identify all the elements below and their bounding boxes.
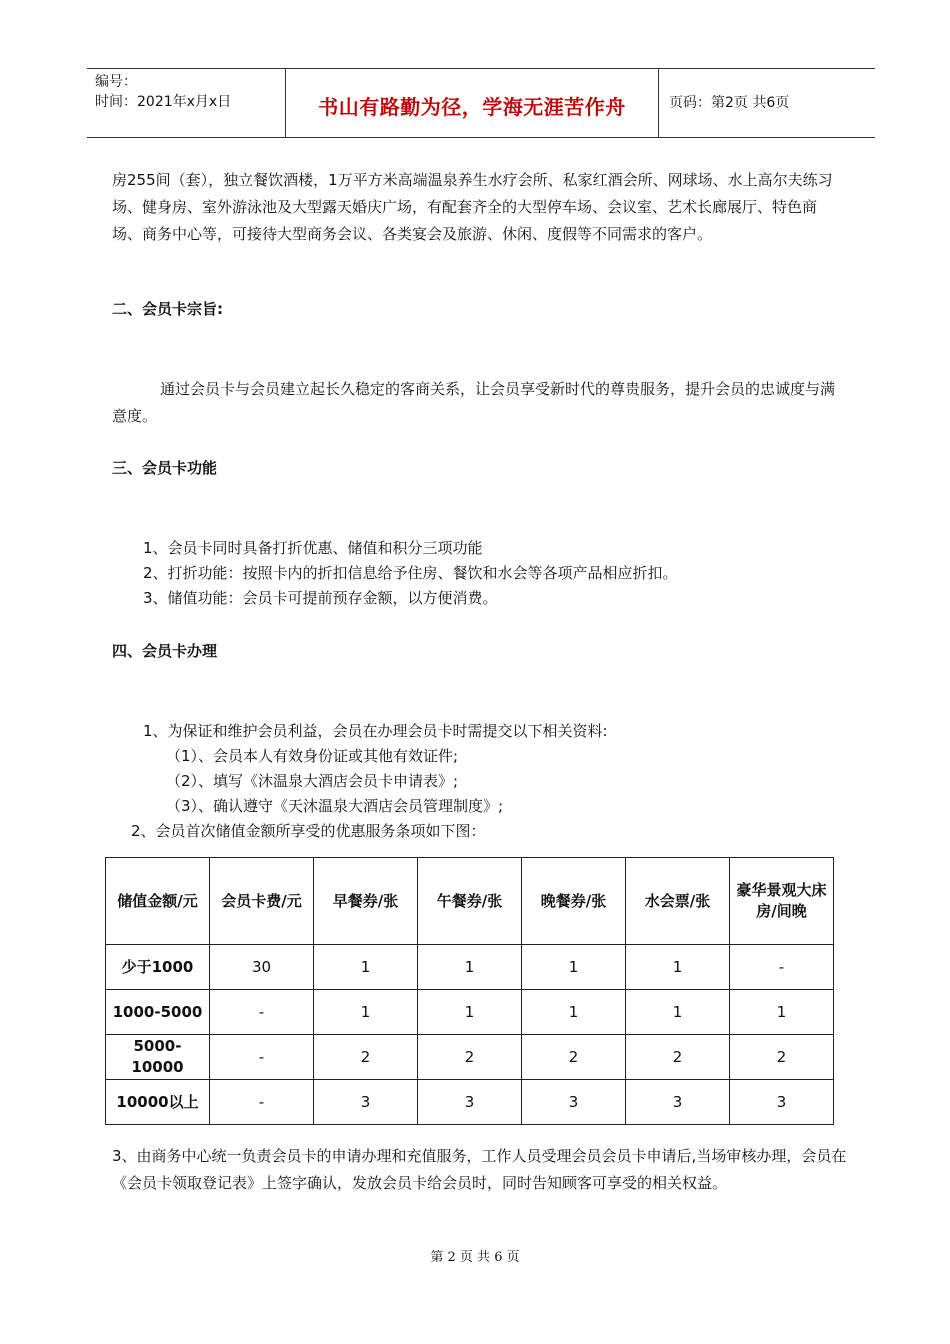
page-header [87, 68, 875, 138]
purpose-paragraph: 通过会员卡与会员建立起长久稳定的客商关系，让会员享受新时代的尊贵服务，提升会员的忠诚度与满意度。 [112, 380, 836, 425]
section-title-purpose: 二、会员卡宗旨: [112, 300, 223, 318]
table-cell: 3 [626, 1080, 730, 1125]
table-row [106, 1035, 834, 1080]
table-cell: 3 [418, 1080, 522, 1125]
header-motto-cell [286, 69, 659, 137]
table-cell: 3 [314, 1080, 418, 1125]
table-cell: 2 [626, 1035, 730, 1080]
table-header-cell: 早餐券/张 [314, 858, 418, 945]
table-cell: 1 [626, 990, 730, 1035]
header-motto: 书山有路勤为径，学海无涯苦作舟 [318, 95, 626, 119]
application-item-3: 3、由商务中心统一负责会员卡的申请办理和充值服务，工作人员受理会员会员卡申请后,当场审核办理，会员在《会员卡领取登记表》上签字确认，发放会员卡给会员时，同时告知顾客可享受的相关权益。 [112, 1147, 847, 1192]
header-page-label: 页码：第2页 共6页 [669, 95, 790, 111]
table-header-cell: 储值金额/元 [106, 858, 210, 945]
page-footer: 第 2 页 共 6 页 [430, 1250, 520, 1265]
table-header-cell: 晚餐券/张 [522, 858, 626, 945]
table-row [106, 945, 834, 990]
table-cell: 1 [418, 945, 522, 990]
header-meta-cell [87, 69, 286, 137]
table-cell: - [210, 1035, 314, 1080]
application-item-2: 2、会员首次储值金额所享受的优惠服务条项如下图： [131, 822, 486, 840]
table-cell: 1 [314, 990, 418, 1035]
table-header-cell: 午餐券/张 [418, 858, 522, 945]
table-cell: 1 [314, 945, 418, 990]
section-title-functions: 三、会员卡功能 [112, 459, 218, 477]
application-subitem-2: （2）、填写《沐温泉大酒店会员卡申请表》; [166, 772, 459, 790]
table-cell: 1 [522, 945, 626, 990]
function-item-1: 1、会员卡同时具备打折优惠、储值和积分三项功能 [143, 539, 483, 557]
table-row [106, 990, 834, 1035]
header-page-cell [659, 69, 875, 137]
table-header-cell: 豪华景观大床房/间晚 [730, 858, 834, 945]
table-cell: 30 [210, 945, 314, 990]
table-cell: 2 [730, 1035, 834, 1080]
table-cell: - [210, 1080, 314, 1125]
header-time-label: 时间：2021年x月x日 [95, 94, 232, 110]
table-cell: 2 [522, 1035, 626, 1080]
table-header-cell: 会员卡费/元 [210, 858, 314, 945]
header-number-label: 编号： [95, 74, 137, 90]
table-cell: 3 [730, 1080, 834, 1125]
section-title-application: 四、会员卡办理 [112, 642, 218, 660]
table-cell: 3 [522, 1080, 626, 1125]
table-cell: 1000-5000 [106, 990, 210, 1035]
table-cell: 10000以上 [106, 1080, 210, 1125]
table-row [106, 1080, 834, 1125]
intro-paragraph: 房255间（套），独立餐饮酒楼，1万平方米高端温泉养生水疗会所、私家红酒会所、网球场、水上高尔夫练习场、健身房、室外游泳池及大型露天婚庆广场，有配套齐全的大型停车场、会议室、艺术长廊展厅、特色商场、商务中心等，可接待大型商务会议、各类宴会及旅游、休闲、度假等不同需求的客户。 [112, 171, 833, 243]
table-cell: - [210, 990, 314, 1035]
table-header-cell: 水会票/张 [626, 858, 730, 945]
table-cell: 1 [730, 990, 834, 1035]
table-cell: 1 [522, 990, 626, 1035]
table-cell: 少于1000 [106, 945, 210, 990]
application-subitem-1: （1）、会员本人有效身份证或其他有效证件; [166, 747, 459, 765]
function-item-3: 3、储值功能：会员卡可提前预存金额，以方便消费。 [143, 589, 498, 607]
table-cell: - [730, 945, 834, 990]
table-cell: 1 [418, 990, 522, 1035]
application-item-1: 1、为保证和维护会员利益，会员在办理会员卡时需提交以下相关资料: [143, 722, 608, 740]
benefits-table [105, 857, 834, 1125]
table-cell: 2 [418, 1035, 522, 1080]
function-item-2: 2、打折功能：按照卡内的折扣信息给予住房、餐饮和水会等各项产品相应折扣。 [143, 564, 678, 582]
application-subitem-3: （3）、确认遵守《天沐温泉大酒店会员管理制度》; [166, 797, 504, 815]
table-cell: 5000-10000 [106, 1035, 210, 1080]
table-header-row [106, 858, 834, 945]
table-cell: 2 [314, 1035, 418, 1080]
table-cell: 1 [626, 945, 730, 990]
